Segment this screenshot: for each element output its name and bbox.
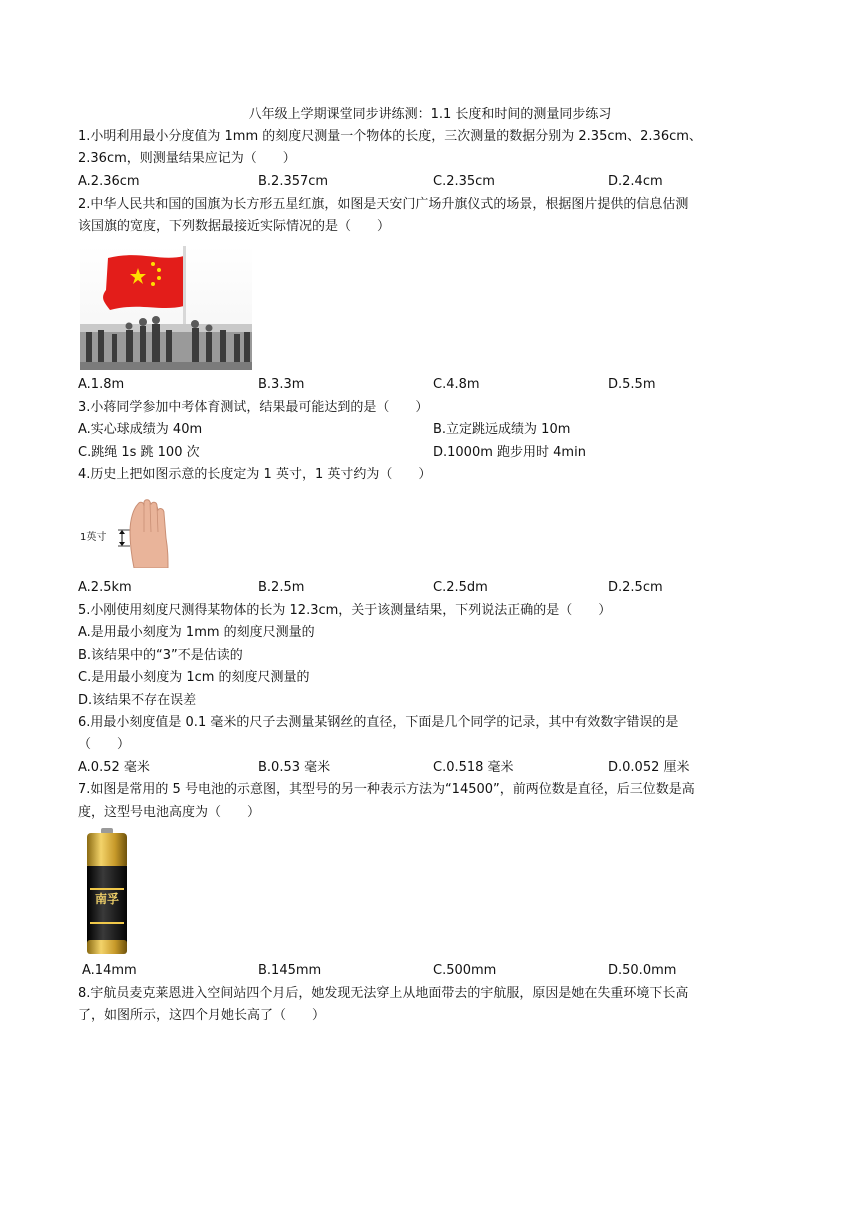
q5-option-d: D.该结果不存在误差: [78, 693, 197, 708]
q3-option-a: A.实心球成绩为 40m: [78, 422, 203, 437]
q1-option-a: A.2.36cm: [78, 174, 140, 189]
q2-options: [78, 374, 798, 396]
q6-option-b: B.0.53 毫米: [258, 760, 331, 775]
q7-stem-line2: 度，这型号电池高度为（ ）: [78, 805, 261, 820]
q8-stem-line1: 8.宇航员麦克莱恩进入空间站四个月后，她发现无法穿上从地面带去的宇航服，原因是她在失重环境下长高: [78, 986, 689, 1001]
inch-hand-figure: [78, 498, 174, 568]
q1-option-c: C.2.35cm: [433, 174, 495, 189]
q1-stem-line1: 1.小明利用最小分度值为 1mm 的刻度尺测量一个物体的长度，三次测量的数据分别为 2.35cm、2.36cm、: [78, 129, 702, 144]
q3-options-row1: [78, 419, 798, 441]
q7-option-a: A.14mm: [82, 963, 137, 978]
q3-option-b: B.立定跳远成绩为 10m: [433, 422, 571, 437]
q6-stem-line1: 6.用最小刻度值是 0.1 毫米的尺子去测量某钢丝的直径，下面是几个同学的记录，其中有效数字错误的是: [78, 715, 679, 730]
hand-icon: [78, 498, 174, 568]
q2-option-a: A.1.8m: [78, 377, 125, 392]
q3-option-d: D.1000m 跑步用时 4min: [433, 445, 586, 460]
q4-options: [78, 577, 798, 599]
q7-option-b: B.145mm: [258, 963, 322, 978]
q7-options: [82, 960, 802, 982]
q4-option-c: C.2.5dm: [433, 580, 488, 595]
q1-stem-line2: 2.36cm，则测量结果应记为（ ）: [78, 151, 296, 166]
q3-option-c: C.跳绳 1s 跳 100 次: [78, 445, 200, 460]
q5-option-c: C.是用最小刻度为 1cm 的刻度尺测量的: [78, 670, 310, 685]
q8-stem-line2: 了，如图所示，这四个月她长高了（ ）: [78, 1008, 326, 1023]
q4-option-d: D.2.5cm: [608, 580, 663, 595]
q7-stem-line1: 7.如图是常用的 5 号电池的示意图，其型号的另一种表示方法为“14500”，前两位数是直径，后三位数是高: [78, 782, 695, 797]
q6-option-d: D.0.052 厘米: [608, 760, 690, 775]
q2-option-d: D.5.5m: [608, 377, 656, 392]
q2-option-b: B.3.3m: [258, 377, 305, 392]
battery-brand-text: 南孚: [94, 892, 119, 906]
q7-option-d: D.50.0mm: [608, 963, 677, 978]
q2-stem-line2: 该国旗的宽度，下列数据最接近实际情况的是（ ）: [78, 219, 391, 234]
q4-stem-line1: 4.历史上把如图示意的长度定为 1 英寸，1 英寸约为（ ）: [78, 467, 432, 482]
q5-option-b: B.该结果中的“3”不是估读的: [78, 648, 243, 663]
q3-stem-line1: 3.小蒋同学参加中考体育测试，结果最可能达到的是（ ）: [78, 400, 429, 415]
q2-stem-line1: 2.中华人民共和国的国旗为长方形五星红旗，如图是天安门广场升旗仪式的场景，根据图片提供的信息估测: [78, 197, 689, 212]
inch-label: 1英寸: [80, 532, 107, 543]
q3-options-row2: [78, 442, 798, 464]
q2-option-c: C.4.8m: [433, 377, 480, 392]
flag-raising-image: [80, 246, 252, 370]
q5-option-a: A.是用最小刻度为 1mm 的刻度尺测量的: [78, 625, 315, 640]
q4-option-b: B.2.5m: [258, 580, 305, 595]
q7-option-c: C.500mm: [433, 963, 497, 978]
battery-image: [84, 828, 130, 958]
q6-option-a: A.0.52 毫米: [78, 760, 150, 775]
q1-option-b: B.2.357cm: [258, 174, 329, 189]
q5-stem-line1: 5.小刚使用刻度尺测得某物体的长为 12.3cm，关于该测量结果，下列说法正确的是（ ）: [78, 603, 612, 618]
q6-options: [78, 757, 798, 779]
page-title: 八年级上学期课堂同步讲练测：1.1 长度和时间的测量同步练习: [248, 107, 612, 122]
q4-option-a: A.2.5km: [78, 580, 132, 595]
q1-options: [78, 171, 798, 193]
q1-option-d: D.2.4cm: [608, 174, 663, 189]
q6-option-c: C.0.518 毫米: [433, 760, 514, 775]
q6-stem-line2: （ ）: [78, 737, 131, 752]
